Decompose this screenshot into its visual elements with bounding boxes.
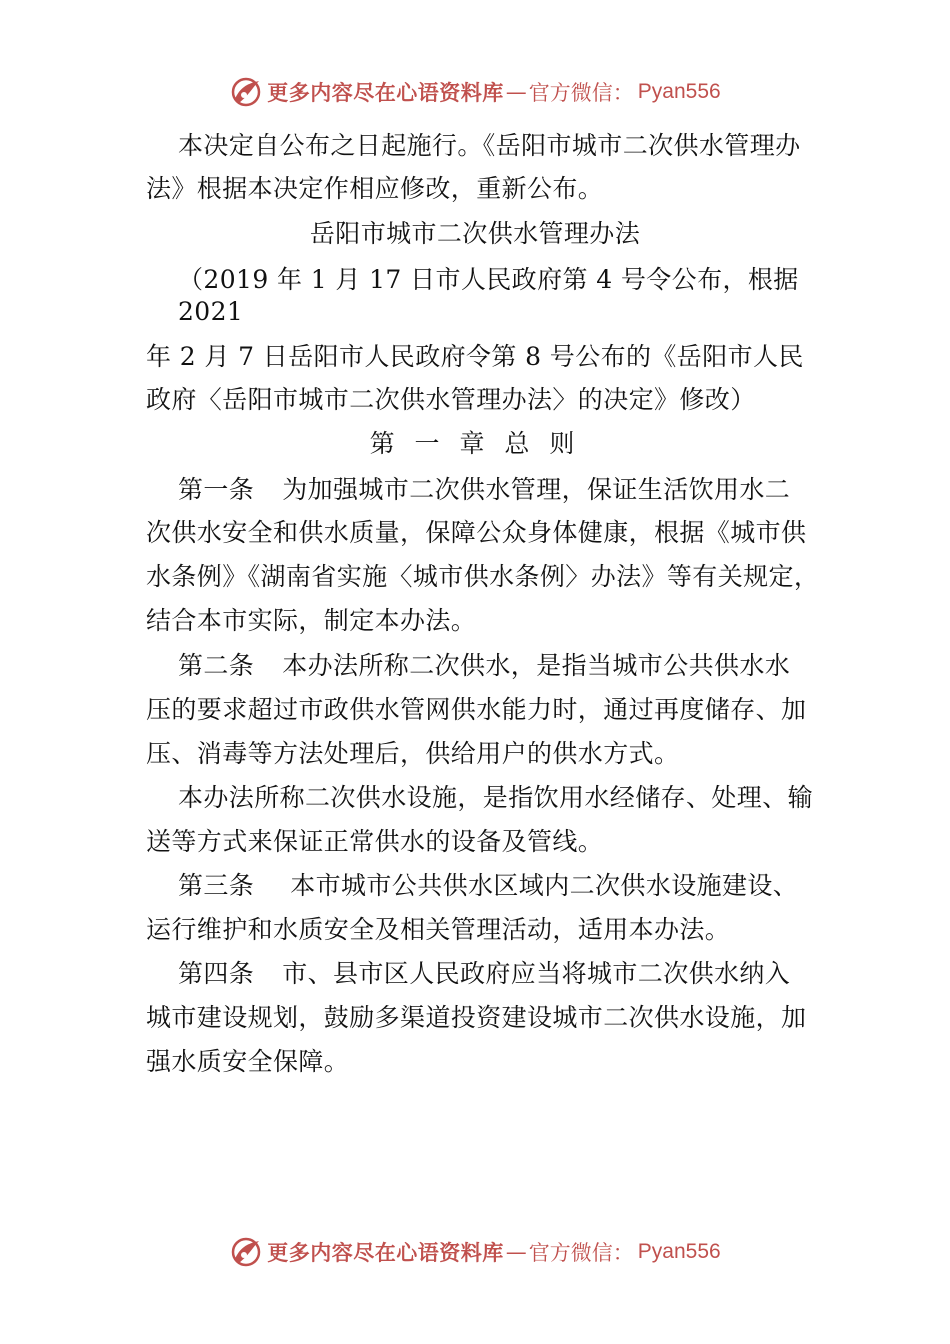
article-label: 第三条 [178, 871, 255, 900]
article-text: 本办法所称二次供水，是指当城市公共供水水 [282, 651, 791, 680]
article-line [178, 472, 790, 508]
chapter-title: 第 一 章 总 则 [369, 429, 581, 458]
brand-logo-icon [229, 75, 263, 109]
article-line: 压的要求超过市政供水管网供水能力时，通过再度储存、加 [146, 695, 807, 724]
article-line: 水条例》《湖南省实施〈城市供水条例〉办法》等有关规定， [146, 562, 820, 591]
source-note-line: 年 2 月 7 日岳阳市人民政府令第 8 号公布的《岳阳市人民 [146, 342, 804, 371]
document-title: 岳阳市城市二次供水管理办法 [309, 219, 641, 248]
banner-wechat-label: 官方微信： [528, 81, 634, 105]
article-line: 强水质安全保障。 [146, 1047, 350, 1076]
banner-wechat-id: Pyan556 [637, 80, 721, 103]
header-banner [0, 72, 950, 112]
source-note-line: （2019 年 1 月 17 日市人民政府第 4 号令公布，根据 [178, 265, 799, 294]
article-line: 结合本市实际，制定本办法。 [146, 606, 477, 635]
banner-text: 更多内容尽在心语资料库 [267, 81, 504, 105]
article-line: 次供水安全和供水质量，保障公众身体健康，根据《城市供 [146, 518, 807, 547]
article-label: 第一条 [178, 475, 255, 504]
article-line [178, 956, 790, 992]
footer-banner [0, 1232, 950, 1272]
banner-dash: — [505, 80, 527, 104]
intro-line: 本决定自公布之日起施行。《岳阳市城市二次供水管理办 [178, 131, 801, 160]
article-text: 本市城市公共供水区域内二次供水设施建设、 [290, 871, 799, 900]
article-line [178, 868, 798, 904]
article-line: 压、消毒等方法处理后，供给用户的供水方式。 [146, 739, 680, 768]
banner-text: 更多内容尽在心语资料库 [267, 1241, 504, 1265]
source-note-line: 2021 [178, 297, 244, 326]
banner-wechat-id: Pyan556 [637, 1240, 721, 1263]
article-line [178, 648, 790, 684]
article-line: 本办法所称二次供水设施，是指饮用水经储存、处理、输 [178, 783, 814, 812]
article-label: 第二条 [178, 651, 255, 680]
article-line: 送等方式来保证正常供水的设备及管线。 [146, 827, 604, 856]
intro-line: 法》根据本决定作相应修改，重新公布。 [146, 174, 604, 203]
article-label: 第四条 [178, 959, 255, 988]
brand-logo-icon [229, 1235, 263, 1269]
banner-dash: — [505, 1240, 527, 1264]
article-line: 运行维护和水质安全及相关管理活动，适用本办法。 [146, 915, 731, 944]
article-text: 市、县市区人民政府应当将城市二次供水纳入 [282, 959, 791, 988]
source-note-line: 政府〈岳阳市城市二次供水管理办法〉的决定》修改） [146, 385, 756, 414]
article-line: 城市建设规划，鼓励多渠道投资建设城市二次供水设施，加 [146, 1003, 807, 1032]
article-text: 为加强城市二次供水管理，保证生活饮用水二 [282, 475, 791, 504]
banner-wechat-label: 官方微信： [528, 1241, 634, 1265]
